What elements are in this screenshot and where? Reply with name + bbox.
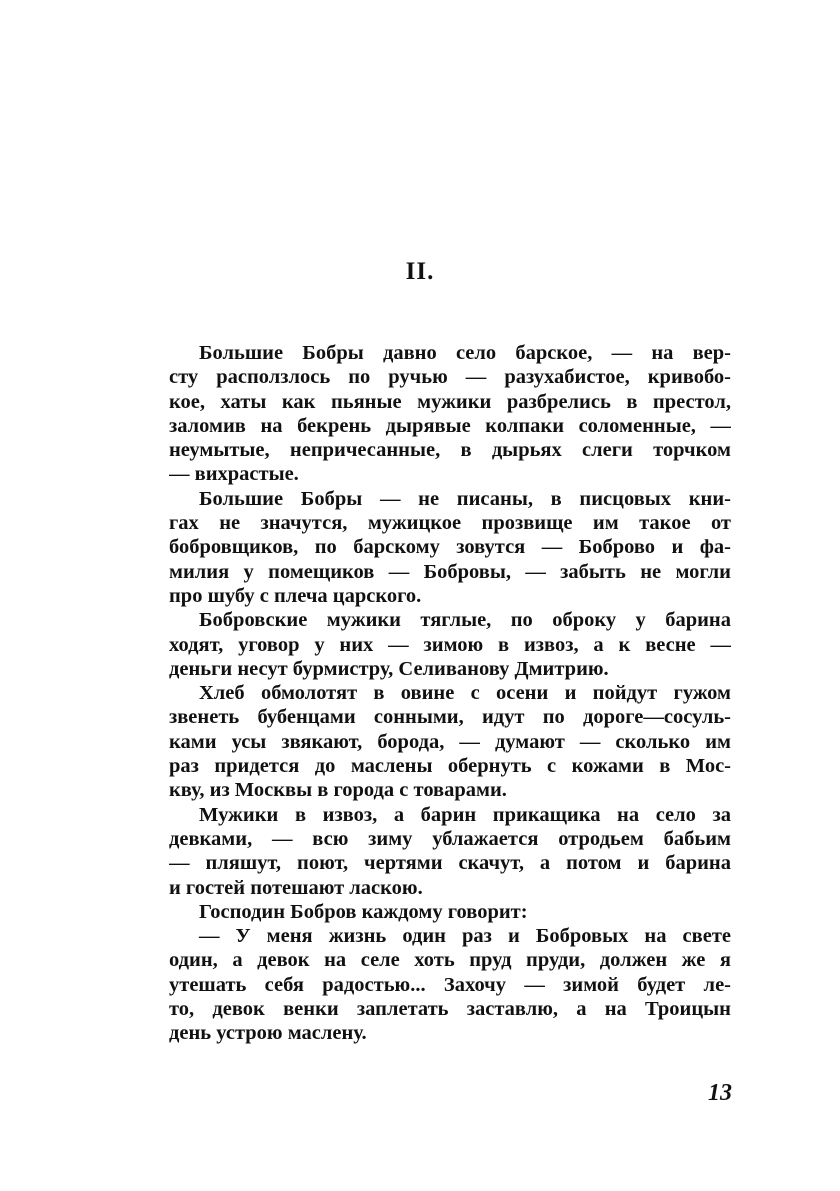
- text-line: звенеть бубенцами сонными, идут по дороге—сосуль-: [169, 706, 731, 729]
- text-line: день устрою маслену.: [169, 1022, 367, 1045]
- text-line: неумытые, непричесанные, в дырьях слеги торчком: [169, 439, 731, 462]
- text-line: Бобровские мужики тяглые, по оброку у барина: [199, 609, 731, 632]
- text-line: заломив на бекрень дырявые колпаки соломенные, —: [169, 414, 731, 437]
- paragraph: [169, 924, 731, 1045]
- text-line: Хлеб обмолотят в овине с осени и пойдут гужом: [199, 682, 731, 705]
- paragraph: [169, 900, 731, 924]
- text-line: — вихрастые.: [169, 463, 299, 486]
- text-line: — пляшут, поют, чертями скачут, а потом и барина: [169, 852, 731, 875]
- text-line: один, а девок на селе хоть пруд пруди, должен же я: [169, 949, 731, 972]
- text-line: Большие Бобры — не писаны, в писцовых кни-: [199, 487, 731, 510]
- body-text: [169, 341, 731, 1046]
- text-line: Мужики в извоз, а барин прикащика на село за: [199, 803, 731, 826]
- paragraph: [169, 341, 731, 487]
- text-line: раз придется до маслены обернуть с кожами в Мос-: [169, 755, 731, 778]
- text-line: бобровщиков, по барскому зовутся — Боброво и фа-: [169, 536, 731, 559]
- text-line: про шубу с плеча царского.: [169, 584, 422, 607]
- paragraph: [169, 487, 731, 608]
- text-line: кву, из Москвы в города с товарами.: [169, 779, 507, 802]
- text-line: ками усы звякают, борода, — думают — сколько им: [169, 730, 731, 753]
- text-line: деньги несут бурмистру, Селиванову Дмитрию.: [169, 657, 609, 680]
- text-line: сту расползлось по ручью — разухабистое, кривобо-: [169, 366, 731, 389]
- text-line: ходят, уговор у них — зимою в извоз, а к весне —: [169, 633, 731, 656]
- page-number: 13: [708, 1080, 732, 1106]
- text-line: то, девок венки заплетать заставлю, а на Троицын: [169, 998, 731, 1021]
- text-line: Большие Бобры давно село барское, — на вер-: [199, 342, 731, 364]
- text-line: девками, — всю зиму ублажается отродьем бабьим: [169, 827, 731, 850]
- text-line: и гостей потешают ласкою.: [169, 876, 423, 899]
- paragraph: [169, 803, 731, 900]
- text-line: милия у помещиков — Бобровы, — забыть не могли: [169, 560, 731, 583]
- paragraph: [169, 608, 731, 681]
- text-line: — У меня жизнь один раз и Бобровых на свете: [199, 925, 731, 948]
- text-line: гах не значутся, мужицкое прозвище им такое от: [169, 512, 731, 535]
- text-line: утешать себя радостью... Захочу — зимой будет ле-: [169, 973, 731, 996]
- chapter-heading: II.: [405, 258, 435, 285]
- paragraph: [169, 681, 731, 802]
- text-line: кое, хаты как пьяные мужики разбрелись в престол,: [169, 390, 731, 413]
- text-line: Господин Бобров каждому говорит:: [199, 900, 528, 923]
